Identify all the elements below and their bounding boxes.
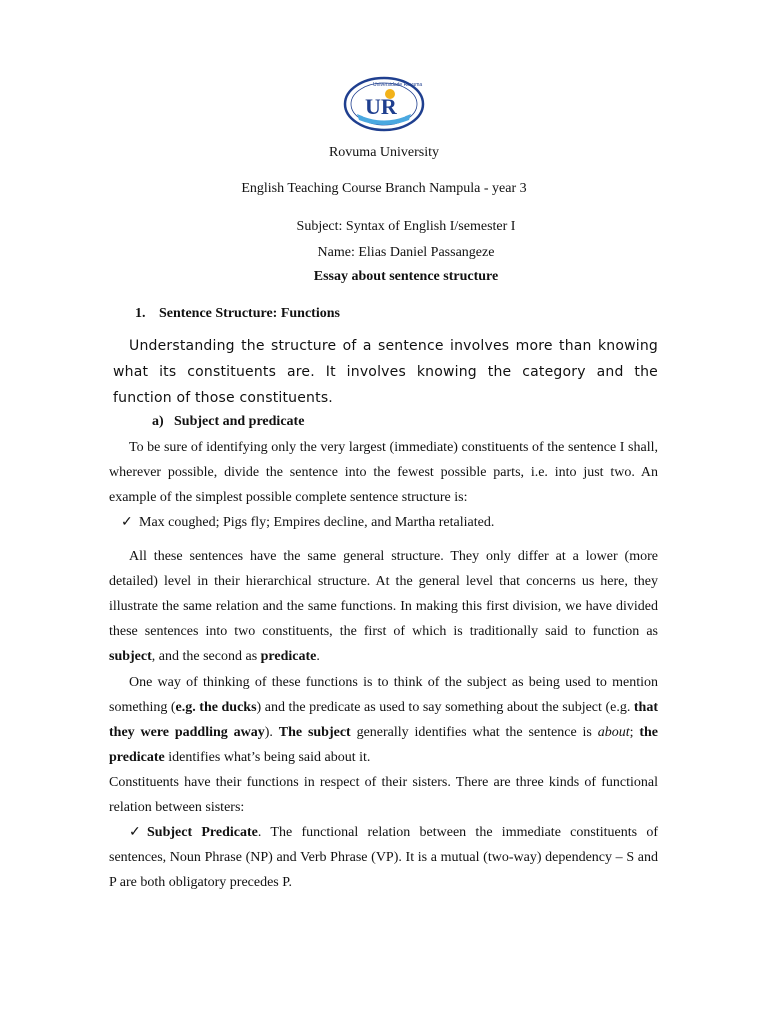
p2-text-b: , and the second as [151, 649, 261, 664]
p3-text-e: ; [629, 725, 640, 740]
university-name: Rovuma University [328, 145, 440, 160]
logo-text: Universidade Rovuma [373, 82, 423, 88]
paragraph-2 [109, 544, 658, 669]
bullet-term: Subject Predicate [147, 825, 258, 840]
logo-initials: UR [365, 94, 397, 119]
term-subject: subject [109, 649, 152, 664]
p3-example-ducks: e.g. the ducks [175, 700, 257, 715]
intro-paragraph: Understanding the structure of a sentence involves more than knowing what its constituents are. It involves knowing the category and the function of those constituents. [113, 338, 658, 406]
p3-term-subject: The subject [278, 725, 351, 740]
subsection-label: a) [152, 414, 164, 429]
p3-text-f: identifies what’s being said about it. [164, 750, 371, 765]
essay-title: Essay about sentence structure [313, 269, 499, 284]
subject-line: Subject: Syntax of English I/semester I [296, 219, 516, 234]
author-name: Name: Elias Daniel Passangeze [317, 245, 495, 260]
paragraph-3 [109, 670, 658, 770]
term-predicate: predicate [260, 649, 317, 664]
p3-text-c: ). [264, 725, 279, 740]
check-icon: ✓ [129, 825, 141, 840]
subsection-heading [152, 414, 304, 430]
p3-text-b: ) and the predicate as used to say something about the subject (e.g. [256, 700, 634, 715]
subsection-title: Subject and predicate [174, 414, 305, 429]
section-title: Sentence Structure: Functions [159, 306, 340, 321]
bullet-text: . The functional relation between the immediate constituents of sentences, Noun Phrase (NP) and Verb Phrase (VP). It is a mutual (two-way) dependency – S and P are both obligatory precedes P. [109, 825, 658, 890]
p3-term-predicate: the predicate [109, 725, 659, 765]
university-logo [343, 76, 425, 132]
example-text: Max coughed; Pigs fly; Empires decline, and Martha retaliated. [139, 515, 495, 530]
p3-text-d: generally identifies what the sentence is [350, 725, 598, 740]
section-heading [135, 306, 340, 322]
course-line: English Teaching Course Branch Nampula - year 3 [241, 181, 527, 196]
paragraph-1: To be sure of identifying only the very largest (immediate) constituents of the sentence I shall, wherever possible, divide the sentence into the fewest possible parts, i.e. into just two. An example of the simplest possible complete sentence structure is: [109, 440, 658, 505]
section-number: 1. [135, 306, 146, 321]
example-item [121, 513, 494, 533]
p3-example-paddling: that they were paddling away [109, 700, 658, 740]
check-icon: ✓ [121, 515, 133, 530]
bullet-subject-predicate [109, 820, 658, 895]
p3-text-a: One way of thinking of these functions is to think of the subject as being used to mention something ( [109, 675, 658, 715]
paragraph-4: Constituents have their functions in respect of their sisters. There are three kinds of functional relation between sisters: [109, 775, 658, 815]
p2-text-c: . [316, 649, 320, 664]
p2-text-a: All these sentences have the same general structure. They only differ at a lower (more detailed) level in their hierarchical structure. At the general level that concerns us here, they illustrate the same relation and the same functions. In making this first division, we have divided these sentences into two constituents, the first of which is traditionally said to function as [109, 549, 658, 639]
p3-about: about [597, 725, 630, 740]
